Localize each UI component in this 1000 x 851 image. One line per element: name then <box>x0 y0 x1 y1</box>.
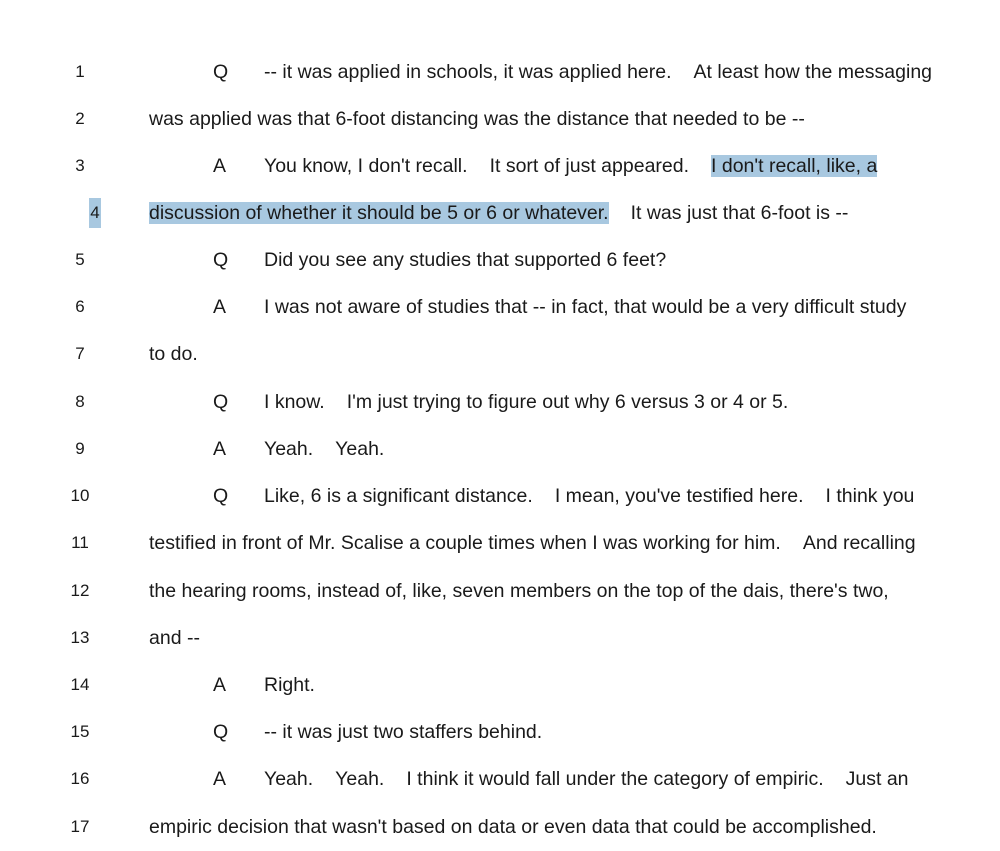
line-number: 14 <box>70 675 90 694</box>
speaker-label: Q <box>213 61 229 83</box>
sentence: You know, I don't recall. <box>264 155 468 177</box>
sentence: Just an <box>845 768 909 790</box>
line-number: 6 <box>75 297 85 316</box>
sentence: I think you <box>825 485 915 507</box>
line-number: 3 <box>75 156 85 175</box>
transcript-line <box>0 57 1000 87</box>
line-number: 13 <box>70 628 90 647</box>
sentence: empiric decision that wasn't based on data or even data that could be accomplished. <box>149 816 877 838</box>
sentence: It was just that 6-foot is -- <box>630 202 849 224</box>
line-number: 5 <box>75 250 85 269</box>
line-number: 15 <box>70 722 90 741</box>
sentence: I know. <box>264 391 325 413</box>
transcript-line <box>0 387 1000 417</box>
line-text <box>149 339 198 369</box>
line-text <box>149 812 877 842</box>
speaker-label: Q <box>213 485 229 507</box>
sentence: Yeah. <box>335 768 385 790</box>
transcript-line <box>0 623 1000 653</box>
sentence: Like, 6 is a significant distance. <box>264 485 533 507</box>
line-number: 2 <box>75 109 85 128</box>
sentence: I think it would fall under the category of empiric. <box>406 768 824 790</box>
line-text <box>149 623 200 653</box>
transcript-line <box>0 434 1000 464</box>
speaker-label: A <box>213 768 227 790</box>
line-number: 7 <box>75 344 85 363</box>
speaker-label: A <box>213 155 227 177</box>
speaker-label: Q <box>213 391 229 413</box>
transcript-line <box>0 292 1000 322</box>
sentence: Right. <box>264 674 315 696</box>
transcript-line <box>0 104 1000 134</box>
line-text <box>264 764 909 794</box>
line-number: 16 <box>70 769 90 788</box>
sentence: Did you see any studies that supported 6 feet? <box>264 249 667 271</box>
line-number: 11 <box>71 533 89 552</box>
line-text <box>264 245 666 275</box>
speaker-label: Q <box>213 721 229 743</box>
sentence: and -- <box>149 627 200 649</box>
line-number: 8 <box>75 392 85 411</box>
speaker-label: A <box>213 296 227 318</box>
line-text <box>264 434 384 464</box>
sentence: I mean, you've testified here. <box>554 485 804 507</box>
sentence: to do. <box>149 343 198 365</box>
sentence: At least how the messaging <box>693 61 933 83</box>
line-text <box>264 57 932 87</box>
sentence: was applied was that 6-foot distancing was the distance that needed to be -- <box>149 108 805 130</box>
line-number: 10 <box>70 486 90 505</box>
speaker-label: A <box>213 438 227 460</box>
line-text <box>149 576 889 606</box>
line-text <box>264 717 542 747</box>
transcript-line <box>0 528 1000 558</box>
highlighted-text: discussion of whether it should be 5 or 6 or whatever. <box>149 202 609 224</box>
speaker-label: Q <box>213 249 229 271</box>
sentence: I was not aware of studies that -- in fact, that would be a very difficult study <box>264 296 907 318</box>
line-number: 12 <box>70 581 90 600</box>
line-number: 1 <box>75 62 85 81</box>
sentence: -- it was just two staffers behind. <box>264 721 543 743</box>
sentence: Yeah. <box>264 438 314 460</box>
sentence: -- it was applied in schools, it was applied here. <box>264 61 672 83</box>
sentence: And recalling <box>802 532 916 554</box>
line-text <box>149 198 848 228</box>
line-number: 9 <box>75 439 85 458</box>
transcript-line <box>0 481 1000 511</box>
transcript-line <box>0 670 1000 700</box>
line-text <box>264 292 906 322</box>
sentence: testified in front of Mr. Scalise a couple times when I was working for him. <box>149 532 781 554</box>
line-text <box>264 481 914 511</box>
transcript-line <box>0 717 1000 747</box>
line-text <box>264 151 877 181</box>
transcript-line <box>0 576 1000 606</box>
line-text <box>149 104 805 134</box>
sentence: Yeah. <box>264 768 314 790</box>
line-text <box>264 387 788 417</box>
transcript-line <box>0 198 1000 228</box>
transcript-line <box>0 151 1000 181</box>
sentence: I'm just trying to figure out why 6 versus 3 or 4 or 5. <box>346 391 789 413</box>
line-number: 4 <box>89 198 101 228</box>
line-text <box>149 528 916 558</box>
transcript-line <box>0 812 1000 842</box>
line-number: 17 <box>70 817 90 836</box>
line-text <box>264 670 315 700</box>
highlighted-text: I don't recall, like, a <box>711 155 878 177</box>
transcript-line <box>0 339 1000 369</box>
transcript-line <box>0 764 1000 794</box>
sentence: the hearing rooms, instead of, like, seven members on the top of the dais, there's two, <box>149 580 889 602</box>
sentence: Yeah. <box>335 438 385 460</box>
speaker-label: A <box>213 674 227 696</box>
sentence: It sort of just appeared. <box>489 155 690 177</box>
transcript-line <box>0 245 1000 275</box>
